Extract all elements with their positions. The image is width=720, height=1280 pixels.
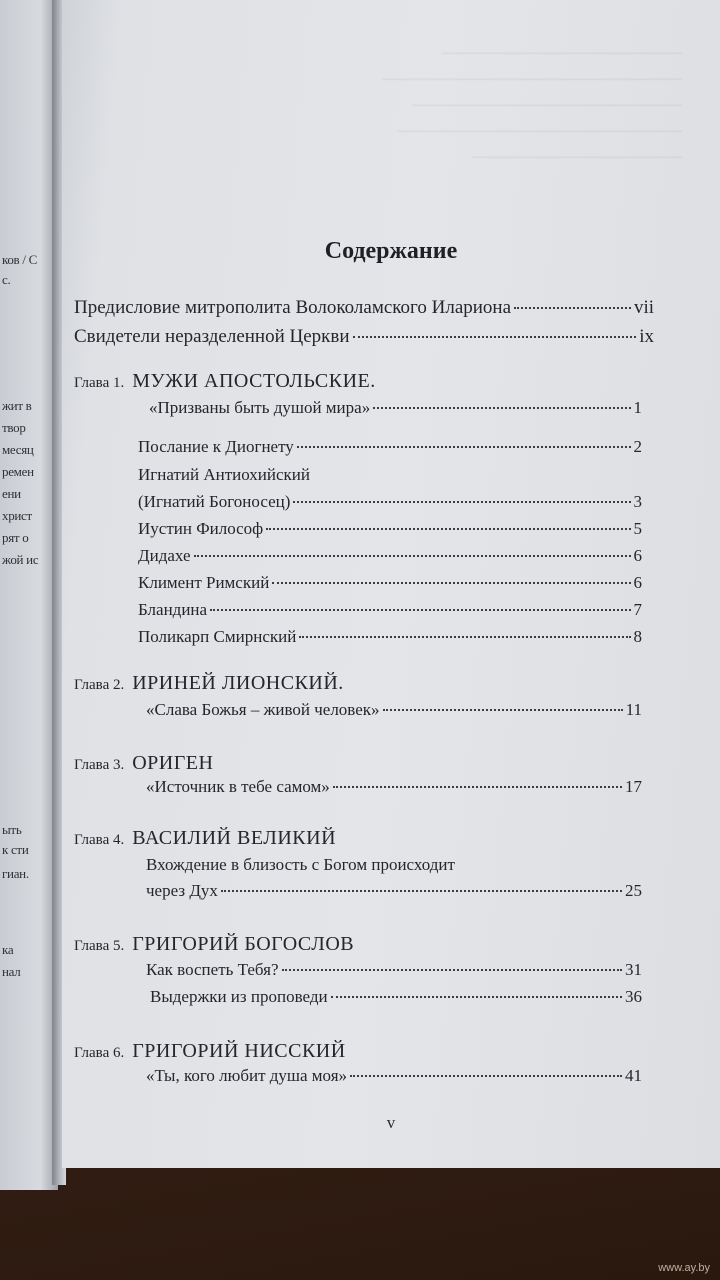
dot-leader <box>353 335 637 338</box>
chapter-label: Глава 6. <box>74 1045 125 1061</box>
entry-page-number: 8 <box>633 627 642 646</box>
chapter-heading <box>74 1040 346 1063</box>
dot-leader <box>383 708 623 711</box>
dot-leader <box>331 995 622 998</box>
left-page-fragment: ка <box>2 942 14 957</box>
chapter-heading <box>74 752 213 775</box>
left-page-fragment: ков / С <box>2 252 37 267</box>
entry-title: (Игнатий Богоносец) <box>138 492 291 511</box>
entry-title: Как воспеть Тебя? <box>146 960 279 979</box>
left-page-fragment: христ <box>2 508 32 523</box>
left-page-fragment: месяц <box>2 442 34 457</box>
entry-title: Свидетели неразделенной Церкви <box>74 326 350 347</box>
chapter-label: Глава 5. <box>74 938 125 954</box>
left-page-fragment: нал <box>2 964 21 979</box>
entry-title: Дидахе <box>138 546 191 565</box>
left-page-fragment: гиан. <box>2 866 29 881</box>
chapter-name: ОРИГЕН <box>132 752 214 774</box>
entry-page-number: 6 <box>633 573 642 592</box>
left-page-fragment: твор <box>2 420 26 435</box>
entry-title: «Призваны быть душой мира» <box>149 398 371 417</box>
entry-page-number: ix <box>639 326 654 347</box>
toc-entry <box>138 465 642 485</box>
toc-entry <box>146 700 642 720</box>
left-page-fragment: жой ис <box>2 552 39 567</box>
entry-title: Климент Римский <box>138 573 270 592</box>
entry-title: Бландина <box>138 600 208 619</box>
toc-entry <box>138 546 642 566</box>
entry-page-number: 6 <box>633 546 642 565</box>
toc-entry <box>150 987 642 1007</box>
left-page-fragment: рят о <box>2 530 29 545</box>
toc-page <box>62 0 720 1168</box>
dot-leader <box>282 968 623 971</box>
toc-entry <box>138 600 642 620</box>
dot-leader <box>221 889 622 892</box>
entry-title: Поликарп Смирнский <box>138 627 297 646</box>
toc-entry <box>146 855 642 875</box>
entry-page-number: 2 <box>633 437 642 456</box>
chapter-name: МУЖИ АПОСТОЛЬСКИЕ. <box>132 370 376 392</box>
entry-page-number: 5 <box>633 519 642 538</box>
watermark: www.ay.by <box>658 1262 710 1274</box>
entry-page-number: 31 <box>625 960 642 979</box>
chapter-name: ГРИГОРИЙ БОГОСЛОВ <box>132 933 355 955</box>
chapter-name: ИРИНЕЙ ЛИОНСКИЙ. <box>132 672 344 694</box>
entry-title: через Дух <box>146 881 218 900</box>
dot-leader <box>333 785 622 788</box>
entry-title: Предисловие митрополита Волоколамского Илариона <box>74 297 512 318</box>
toc-entry <box>146 960 642 980</box>
dot-leader <box>194 554 631 557</box>
toc-entry <box>138 627 642 647</box>
entry-title: «Источник в тебе самом» <box>146 777 330 796</box>
entry-page-number: 11 <box>625 700 642 719</box>
chapter-label: Глава 1. <box>74 375 125 391</box>
chapter-heading <box>74 827 336 850</box>
entry-title: Послание к Диогнету <box>138 437 294 456</box>
toc-entry <box>138 437 642 457</box>
toc-entry <box>146 1066 642 1086</box>
entry-title: Выдержки из проповеди <box>150 987 328 1006</box>
front-matter-entry <box>74 297 654 319</box>
toc-entry <box>138 492 642 512</box>
entry-title: «Ты, кого любит душа моя» <box>146 1066 348 1085</box>
chapter-label: Глава 4. <box>74 832 125 848</box>
entry-title: «Слава Божья – живой человек» <box>146 700 380 719</box>
entry-title: Игнатий Антиохийский <box>138 465 311 484</box>
chapter-name: ВАСИЛИЙ ВЕЛИКИЙ <box>132 827 337 849</box>
entry-page-number: 17 <box>625 777 642 796</box>
dot-leader <box>514 306 631 309</box>
toc-entry <box>138 573 642 593</box>
toc-entry <box>149 398 642 418</box>
chapter-label: Глава 2. <box>74 677 125 693</box>
entry-page-number: 1 <box>633 398 642 417</box>
dot-leader <box>350 1074 622 1077</box>
bleed-through-text: ———————————————— ———————————————————— —————————————————— ——————————————————— —————————————— <box>382 45 682 165</box>
left-page-fragment: жит в <box>2 398 32 413</box>
dot-leader <box>210 608 630 611</box>
left-page-fragment: к сти <box>2 842 29 857</box>
toc-entry <box>146 777 642 797</box>
left-page-edge <box>0 0 58 1190</box>
entry-page-number: 25 <box>625 881 642 900</box>
dot-leader <box>297 445 631 448</box>
left-page-fragment: ыть <box>2 822 22 837</box>
left-page-fragment: ремен <box>2 464 34 479</box>
toc-entry <box>146 881 642 901</box>
entry-title: Вхождение в близость с Богом происходит <box>146 855 455 874</box>
entry-page-number: vii <box>633 297 654 318</box>
chapter-heading <box>74 370 376 393</box>
entry-page-number: 3 <box>633 492 642 511</box>
dot-leader <box>373 406 630 409</box>
chapter-heading <box>74 672 344 695</box>
chapter-label: Глава 3. <box>74 757 125 773</box>
left-page-fragment: с. <box>2 272 11 287</box>
dot-leader <box>272 581 630 584</box>
chapter-name: ГРИГОРИЙ НИССКИЙ <box>132 1040 346 1062</box>
entry-page-number: 7 <box>633 600 642 619</box>
toc-entry <box>138 519 642 539</box>
left-page-fragment: ени <box>2 486 21 501</box>
front-matter-entry <box>74 326 654 348</box>
page-number: v <box>386 1113 396 1132</box>
entry-page-number: 36 <box>625 987 642 1006</box>
dot-leader <box>266 527 630 530</box>
dot-leader <box>299 635 630 638</box>
page-title: Содержание <box>324 238 458 264</box>
dot-leader <box>293 500 630 503</box>
chapter-heading <box>74 933 354 956</box>
entry-page-number: 41 <box>625 1066 642 1085</box>
table-of-contents <box>62 0 720 1168</box>
entry-title: Иустин Философ <box>138 519 264 538</box>
